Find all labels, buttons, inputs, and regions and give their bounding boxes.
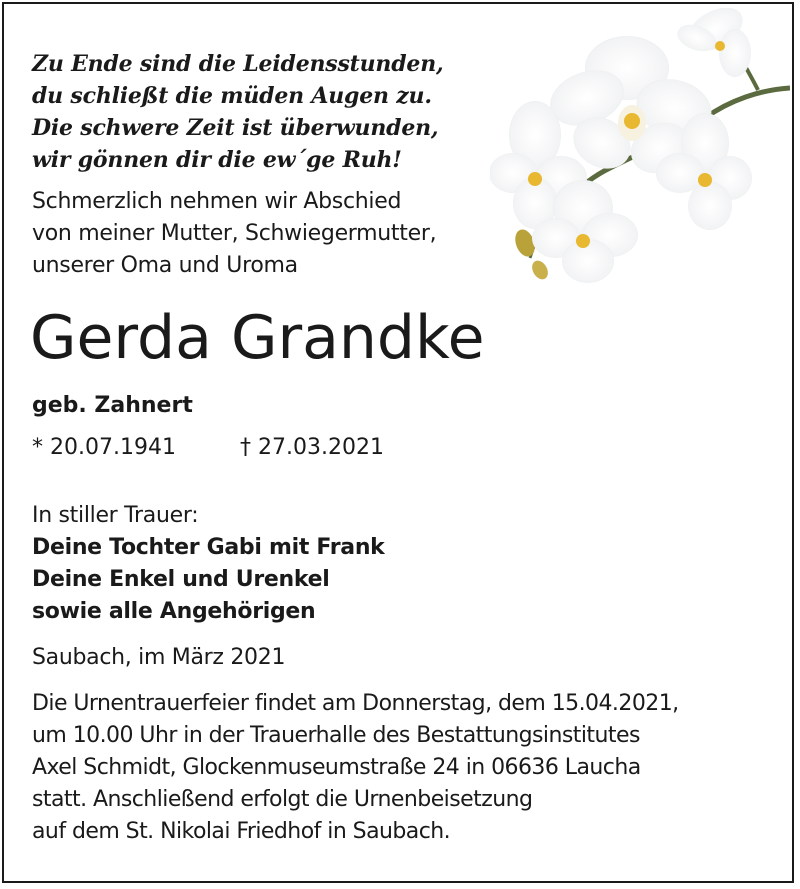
place-date: Saubach, im März 2021 — [32, 645, 286, 670]
poem-line: du schließt die müden Augen zu. — [32, 83, 432, 109]
birth-date: * 20.07.1941 — [32, 435, 176, 460]
mourners-heading: In stiller Trauer: — [32, 503, 199, 528]
mourner-name: Deine Tochter Gabi mit Frank — [32, 535, 385, 560]
deceased-name: Gerda Grandke — [30, 303, 485, 373]
mourners — [32, 500, 385, 628]
service-info — [32, 688, 679, 848]
poem — [32, 48, 443, 176]
mourner-name: Deine Enkel und Urenkel — [32, 567, 330, 592]
poem-line: Die schwere Zeit ist überwunden, — [32, 115, 439, 141]
intro-line: Schmerzlich nehmen wir Abschied — [32, 189, 402, 214]
intro-line: von meiner Mutter, Schwiegermutter, — [32, 221, 437, 246]
maiden-name: geb. Zahnert — [32, 393, 193, 418]
intro-line: unserer Oma und Uroma — [32, 253, 298, 278]
intro-text — [32, 186, 436, 282]
service-line: Die Urnentrauerfeier findet am Donnerstag, dem 15.04.2021, — [32, 691, 679, 716]
orchid-image — [490, 8, 790, 293]
mourner-name: sowie alle Angehörigen — [32, 599, 316, 624]
service-line: Axel Schmidt, Glockenmuseumstraße 24 in 06636 Laucha — [32, 755, 641, 780]
poem-line: wir gönnen dir die ew´ge Ruh! — [32, 147, 402, 173]
service-line: um 10.00 Uhr in der Trauerhalle des Bestattungsinstitutes — [32, 723, 640, 748]
poem-line: Zu Ende sind die Leidensstunden, — [32, 51, 444, 77]
service-line: statt. Anschließend erfolgt die Urnenbeisetzung — [32, 787, 533, 812]
life-dates — [32, 432, 384, 464]
service-line: auf dem St. Nikolai Friedhof in Saubach. — [32, 819, 451, 844]
death-date: † 27.03.2021 — [240, 435, 384, 460]
